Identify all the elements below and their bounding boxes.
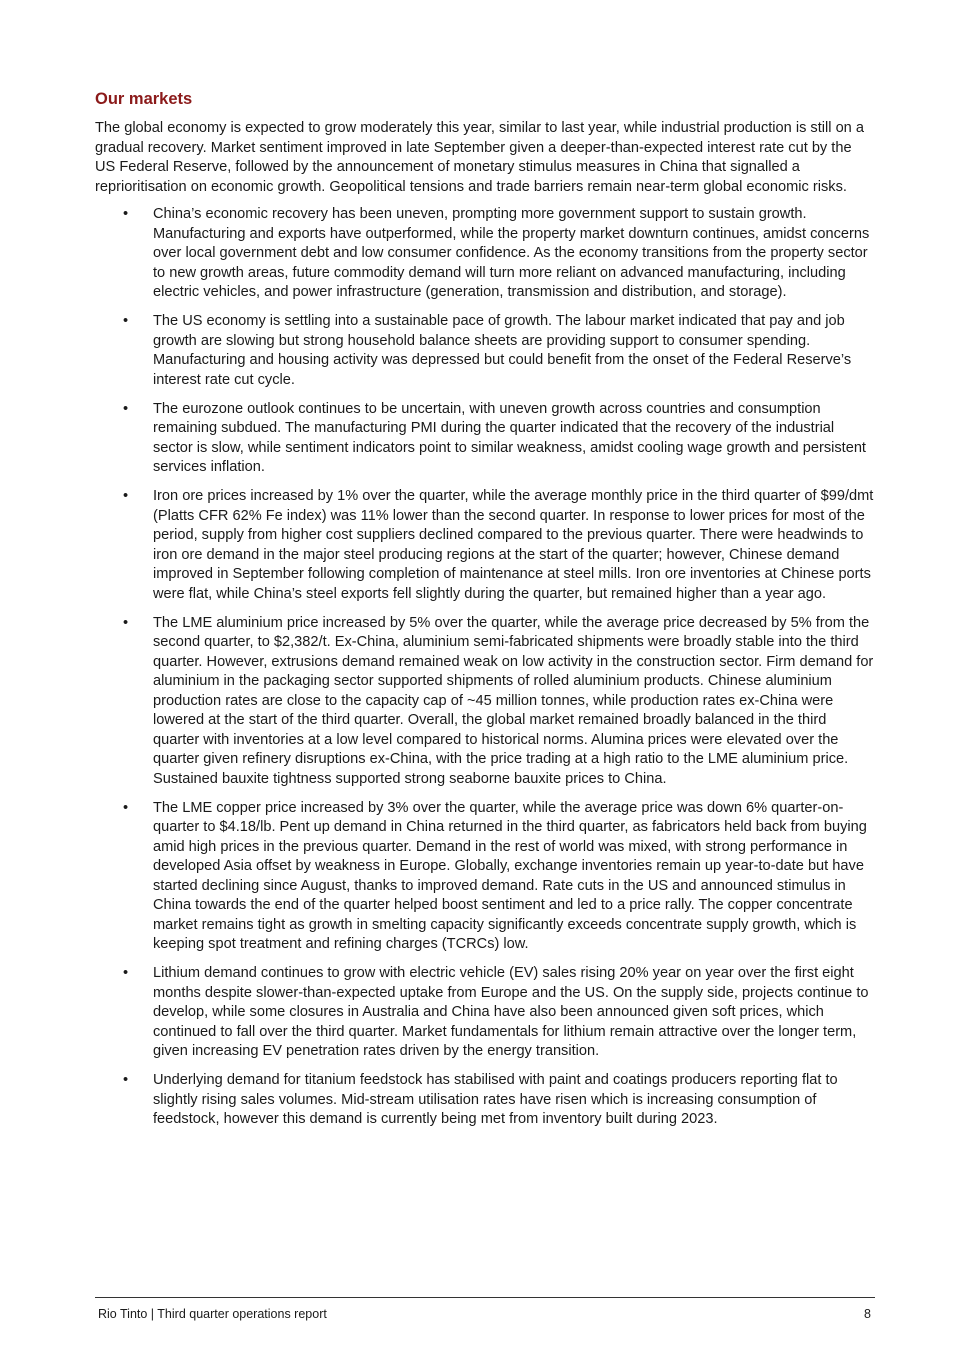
bullet-icon: • <box>123 614 129 631</box>
bullet-icon: • <box>123 799 129 816</box>
list-item <box>95 1071 875 1130</box>
list-item <box>95 312 875 390</box>
list-item-text: Iron ore prices increased by 1% over the quarter, while the average monthly price in the third quarter of $99/dmt (Platts CFR 62% Fe index) was 11% lower than the second quarter. In response to lower prices for most of the period, supply from higher cost suppliers declined compared to the previous quarter. There were headwinds to iron ore demand in the major steel producing regions at the start of the quarter; however, Chinese demand improved in September following completion of maintenance at steel mills. Iron ore inventories at Chinese ports were flat, while China’s steel exports fell slightly during the quarter, but remained higher than a year ago. <box>153 488 874 602</box>
bullet-icon: • <box>123 965 129 981</box>
list-item <box>95 205 875 303</box>
list-item <box>95 799 875 955</box>
list-item <box>95 487 875 604</box>
list-item-text: Lithium demand continues to grow with electric vehicle (EV) sales rising 20% year on year over the first eight months despite slower-than-expected uptake from Europe and the US. On the supply side, projects continue to develop, while some closures in Australia and China have also been announced given soft prices, which continued to fall over the third quarter. Market fundamentals for lithium remain attractive over the longer term, given increasing EV penetration rates driven by the energy transition. <box>153 965 869 1059</box>
list-item-text: The US economy is settling into a sustainable pace of growth. The labour market indicated that pay and job growth are slowing but strong household balance sheets are providing support to consumer spending. Manufacturing and housing activity was depressed but could benefit from the onset of the Federal Reserve’s interest rate cut cycle. <box>153 313 852 388</box>
bullet-list <box>95 205 875 1130</box>
list-item <box>95 400 875 478</box>
list-item-text: The eurozone outlook continues to be uncertain, with uneven growth across countries and consumption remaining subdued. The manufacturing PMI during the quarter indicated that the recovery of the industrial sector is slow, while sentiment indicators point to similar weakness, amidst cooling wage growth and persistent services inflation. <box>153 400 866 475</box>
bullet-icon: • <box>123 488 129 504</box>
list-item-text: The LME copper price increased by 3% over the quarter, while the average price was down 6% quarter-on-quarter to $4.18/lb. Pent up demand in China returned in the third quarter, as fabricators held back from buying amid high prices in the previous quarter. Demand in the rest of world was mixed, with strong performance in developed Asia offset by weakness in Europe. Globally, exchange inventories remain up year-to-date but have started declining since August, thanks to improved demand. Rate cuts in the US and announced stimulus in China towards the end of the quarter helped boost sentiment and led to a price rally. The copper concentrate market remains tight as growth in smelting capacity significantly exceeds concentrate supply growth, which is keeping spot treatment and refining charges (TCRCs) low. <box>153 799 867 952</box>
page-content <box>95 88 875 1139</box>
list-item-text: China’s economic recovery has been uneven, prompting more government support to sustain growth. Manufacturing and exports have outperformed, while the property market downturn continues, amidst concerns over local government debt and low consumer confidence. As the economy transitions from the property sector to new growth areas, future commodity demand will turn more reliant on advanced manufacturing, including electric vehicles, and power infrastructure (generation, transmission and distribution, and storage). <box>153 206 870 300</box>
bullet-icon: • <box>123 1072 129 1088</box>
section-title: Our markets <box>95 90 193 108</box>
list-item-text: The LME aluminium price increased by 5% over the quarter, while the average price decreased by 5% from the second quarter, to $2,382/t. Ex-China, aluminium semi-fabricated shipments were broadly stable into the third quarter. However, extrusions demand remained weak on low activity in the construction sector. Firm demand for aluminium in the packaging sector supported shipments of rolled aluminium products. Chinese aluminium production rates are close to the capacity cap of ~45 million tonnes, while production rates ex-China were lowered at the start of the third quarter. Overall, the global market remained broadly balanced in the third quarter with inventories at a low level compared to historical norms. Alumina prices were elevated over the quarter given refinery disruptions ex-China, with the price trading at a high ratio to the LME aluminium price. Sustained bauxite tightness supported strong seaborne bauxite prices to China. <box>153 614 874 787</box>
bullet-icon: • <box>123 206 129 222</box>
intro-paragraph: The global economy is expected to grow moderately this year, similar to last year, while industrial production is still on a gradual recovery. Market sentiment improved in late September given a deeper-than-expected interest rate cut by the US Federal Reserve, followed by the announcement of monetary stimulus measures in China that signalled a reprioritisation on economic growth. Geopolitical tensions and trade barriers remain near-term global economic risks. <box>95 120 864 195</box>
list-item <box>95 614 875 790</box>
footer-document-title: Rio Tinto | Third quarter operations report <box>98 1307 327 1321</box>
footer-page-number: 8 <box>864 1307 871 1321</box>
bullet-icon: • <box>123 313 129 329</box>
footer-divider <box>95 1297 875 1298</box>
list-item-text: Underlying demand for titanium feedstock has stabilised with paint and coatings producers reporting flat to slightly rising sales volumes. Mid-stream utilisation rates have risen which is increasing consumption of feedstock, however this demand is currently being met from inventory built during 2023. <box>153 1072 838 1127</box>
list-item <box>95 964 875 1062</box>
bullet-icon: • <box>123 400 129 417</box>
